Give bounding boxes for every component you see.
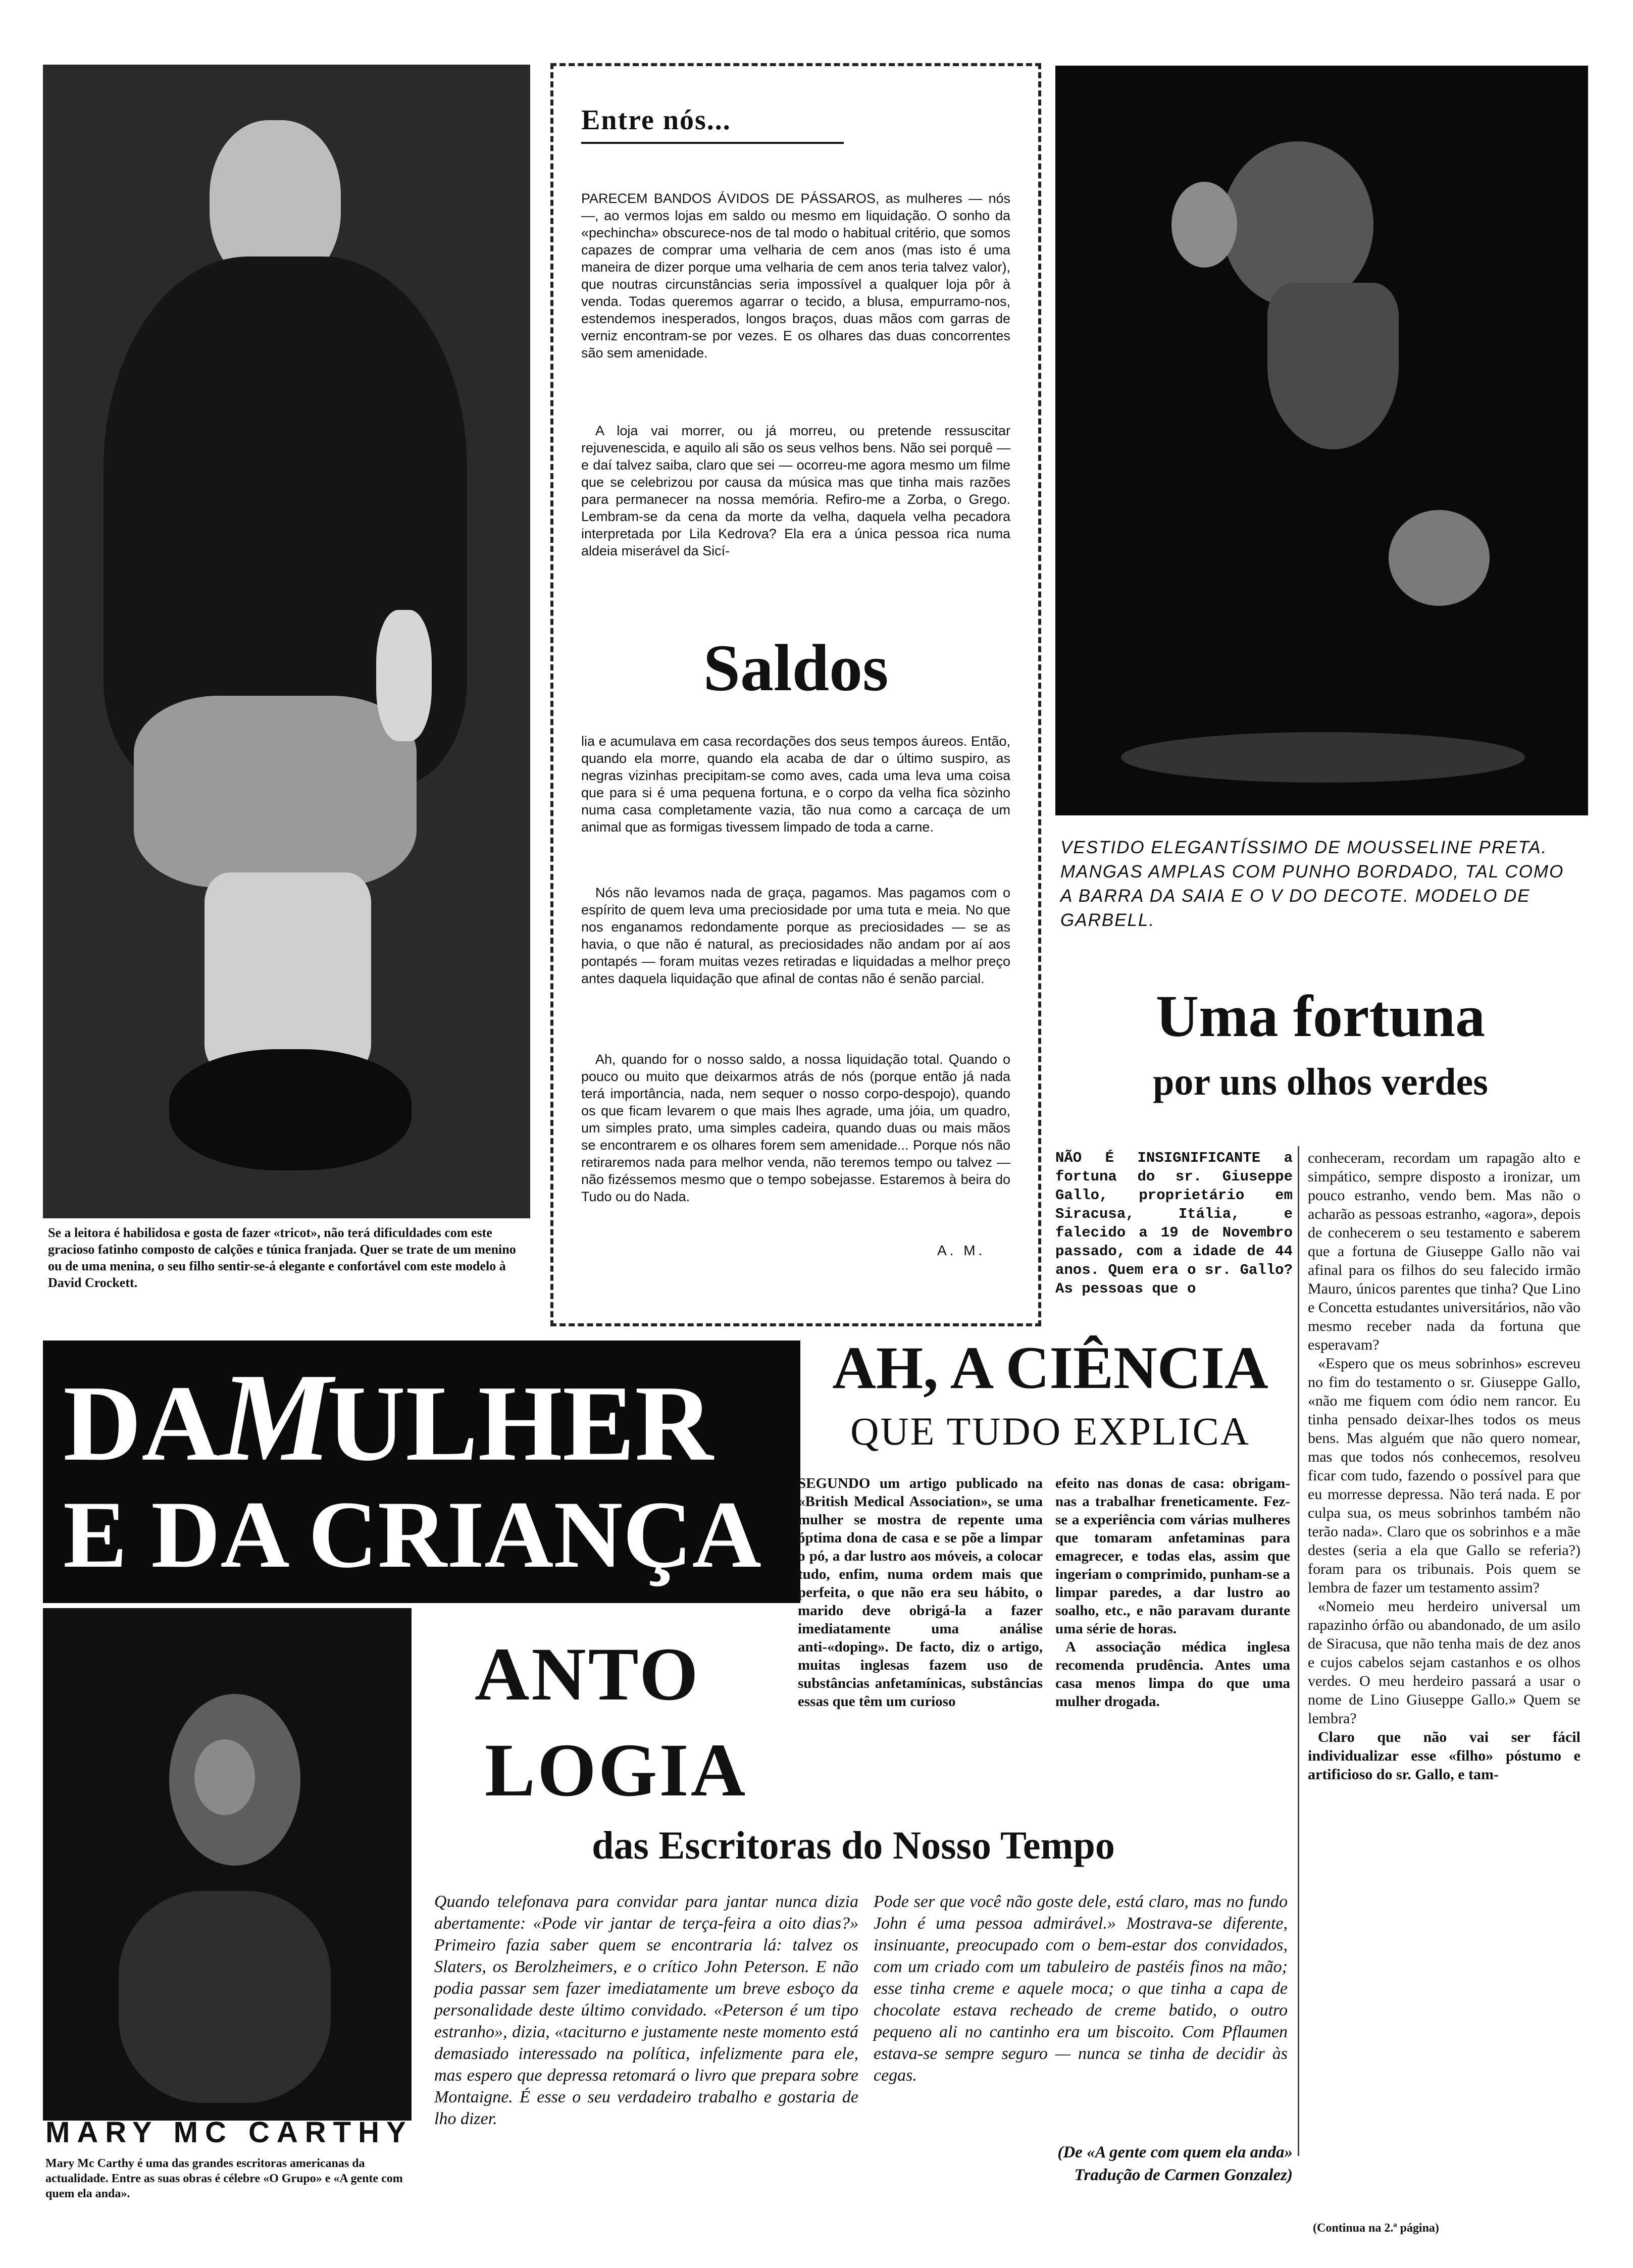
ciencia-col-1: SEGUNDO um artigo publicado na «British Medical Association», se uma mulher se mostra de repente uma óptima dona de casa e se põe a limpar o pó, a dar lustro aos móveis, a colocar tudo, enfim, numa ordem mais que perfeita, o que não era seu hábito, o marido deve obrigá-la a fazer imediatamente uma análise anti-«doping». De facto, diz o artigo, muitas inglesas fazem uso de substâncias anfetamínicas, substâncias essas que têm um curioso <box>798 1475 1043 1710</box>
ciencia-subtitle: QUE TUDO EXPLICA <box>850 1409 1250 1453</box>
antologia-col-1: Quando telefonava para convidar para jantar nunca dizia abertamente: «Pode vir jantar de terça-feira a oito dias?» Primeiro fazia saber quem se encontraria lá: talvez os Slaters, os Berolzheimers, e o crítico John Peterson. E não podia passar sem fazer imediatamente um breve esboço da personalidade deste último convidado. «Peterson é um tipo estranho», dizia, «taciturno e justamente neste momento está demasiado interessado na política, infelizmente para ele, mas espero que depressa retomará o livro que prepara sobre Montaigne. É esse o seu verdadeiro trabalho e gostaria de lho dizer. <box>434 1892 858 2128</box>
fortuna-col-2 <box>1308 1149 1580 1784</box>
masthead-da: DA <box>63 1363 220 1483</box>
saldos-para-1: PARECEM BANDOS ÁVIDOS DE PÁSSAROS, as mulheres — nós —, ao vermos lojas em saldo ou mesmo em liquidação. O sonho da «pechincha» obscurece-nos de tal modo o habitual critério, que somos capazes de comprar uma velharia de cem anos (mas isto é uma maneira de dizer porque uma velharia de cem anos teria talvez valor), que noutras circunstâncias seria impossível a qualquer loja pôr à venda. Todas queremos agarrar o tecido, a blusa, empurramo-nos, estendemos inesperados, longos braços, duas mãos com garras de verniz encontram-se por vezes. E os olhares das duas concorrentes são sem amenidade. <box>581 191 1010 360</box>
kicker-underline <box>581 142 844 144</box>
antologia-col-2: Pode ser que você não goste dele, está claro, mas no fundo John é uma pessoa admirável.» Mostrava-se diferente, insinuante, preocupado com o bem-estar dos convidados, com um criado com um tabuleiro de pastéis finos na mão; esse tinha creme e aquele moca; o que tinha a capa de chocolate estava recheado de creme batido, o outro pequeno ali no cantinho era um biscoito. Com Pflaumen estava-se sempre seguro — nunca se tinha de decidir às cegas. <box>874 1892 1288 2085</box>
photo-black-dress <box>1055 66 1588 815</box>
saldos-para-4: Nós não levamos nada de graça, pagamos. Mas pagamos com o espírito de quem leva uma preciosidade por uma tuta e meia. No que nos enganamos redondamente porque as preciosidades — se as havia, o que não é natural, as preciosidades não andam por aí aos pontapés — foram muitas vezes retiradas e liquidadas a melhor preço antes daquela liquidação que afinal de contas não é senão parcial. <box>581 885 1010 986</box>
antologia-subtitle: das Escritoras do Nosso Tempo <box>592 1823 1115 1867</box>
caption-black-dress: VESTIDO ELEGANTÍSSIMO DE MOUSSELINE PRETA. MANGAS AMPLAS COM PUNHO BORDADO, TAL COMO A BARRA DA SAIA E O V DO DECOTE. MODELO DE GARBELL. <box>1060 838 1564 930</box>
section-masthead <box>43 1341 800 1603</box>
saldos-para-5: Ah, quando for o nosso saldo, a nossa liquidação total. Quando o pouco ou muito que deixarmos atrás de nós (porque então já nada terá importância, nada, nem sequer o nosso corpo-despojo), quando os que ficam levarem o que mais lhes agrade, uma jóia, um quadro, um simples prato, uma simples cadeira, quando duas ou mais mãos se encontrarem e os olhares forem sem amenidade... Porque nós não retiraremos nada para melhor venda, não teremos tempo ou talvez — não fizéssemos mesmo que o tempo sobejasse. Estaremos à beira do Tudo ou do Nada. <box>581 1052 1010 1204</box>
mccarthy-name: MARY MC CARTHY <box>45 2116 413 2149</box>
fortuna-title: Uma fortuna <box>1155 983 1486 1049</box>
fortuna-continua: (Continua na 2.ª página) <box>1313 2222 1439 2235</box>
saldos-para-3: lia e acumulava em casa recordações dos seus tempos áureos. Então, quando ela morre, quando ela acaba de dar o último suspiro, as negras vizinhas precipitam-se como aves, cada uma leva uma coisa que para si é uma pequena fortuna, e o corpo da velha fica sòzinho numa casa completamente vazia, tão nua como a carcaça de um animal que as formigas tivessem limpado de toda a carne. <box>581 734 1010 835</box>
saldos-para-2: A loja vai morrer, ou já morreu, ou pretende ressuscitar rejuvenescida, e aquilo ali são os seus velhos bens. Não sei porquê — e daí talvez saiba, claro que sei — ocorreu-me agora mesmo um filme que se celebrizou por causa da música mas que tinha mais razões para permanecer na nossa memória. Refiro-me a Zorba, o Grego. Lembram-se da cena da morte da velha, daquela velha pecadora interpretada por Lila Kedrova? Ela era a única pessoa rica numa aldeia miserável da Sicí- <box>581 423 1010 558</box>
kicker-entre-nos: Entre nós... <box>581 105 731 136</box>
photo-mary-mccarthy <box>43 1608 412 2121</box>
fortuna-col-2-para-2: «Espero que os meus sobrinhos» escreveu no fim do testamento o sr. Giuseppe Gallo, «não me fiquem com ódio nem rancor. Eu tinha pensado deixar-lhes todos os meus bens. Mas alguém que não quero nomear, mas que todos nós conhecemos, resolveu ficar com tudo, fazendo o possível para que eu morresse depressa. Não terá nada. E por culpa sua, os meus sobrinhos também não terão nada». Claro que os sobrinhos e a mãe destes (seria a ela que Gallo se referia?) foram para os tribunais. Pois quem se lembra de fazer um testamento assim? <box>1308 1355 1580 1596</box>
photo-child-outfit <box>43 65 530 1218</box>
ciencia-col-2 <box>1055 1474 1290 1711</box>
masthead-line-1 <box>63 1348 713 1487</box>
antologia-source-2: Tradução de Carmen Gonzalez) <box>1074 2166 1293 2184</box>
masthead-ulher: ULHER <box>327 1363 713 1483</box>
caption-child-outfit: Se a leitora é habilidosa e gosta de fazer «tricot», não terá dificuldades com este gracioso fatinho composto de calções e túnica franjada. Quer se trate de um menino ou de uma menina, o seu filho sentir-se-á elegante e confortável com este modelo à David Crockett. <box>48 1225 516 1290</box>
antologia-title-2: LOGIA <box>485 1728 748 1812</box>
antologia-source-1: (De «A gente com quem ela anda» <box>1057 2143 1293 2161</box>
fortuna-subtitle: por uns olhos verdes <box>1153 1061 1488 1103</box>
ciencia-col-2-para-2: A associação médica inglesa recomenda prudência. Antes uma casa menos limpa do que uma mulher drogada. <box>1055 1639 1290 1710</box>
masthead-m-logo: M <box>220 1348 327 1487</box>
ciencia-title: AH, A CIÊNCIA <box>832 1334 1268 1401</box>
fortuna-col-2-para-3: «Nomeio meu herdeiro universal um rapazinho órfão ou abandonado, de um asilo de Siracusa, que não tenha mais de dez anos e cujos cabelos sejam castanhos e os olhos verdes. O meu herdeiro passará a usar o nome de Lino Giuseppe Gallo.» Quem se lembra? <box>1308 1598 1580 1727</box>
fortuna-col-2-para-4: Claro que não vai ser fácil individualizar esse «filho» póstumo e artificioso do sr. Gallo, e tam- <box>1308 1729 1580 1783</box>
article-saldos <box>550 63 1041 1326</box>
antologia-title-1: ANTO <box>475 1632 700 1716</box>
mccarthy-caption: Mary Mc Carthy é uma das grandes escritoras americanas da actualidade. Entre as suas obras é célebre «O Grupo» e «A gente com quem ela anda». <box>45 2157 403 2200</box>
fortuna-col-2-para-1: conheceram, recordam um rapagão alto e simpático, sempre disposto a ironizar, um pouco estranho, vendo bem. Mas não o acharão as pessoas estranho, «agora», depois de conhecerem o seu testamento e saberem que a fortuna de Giuseppe Gallo não vai afinal para os filhos do seu falecido irmão Mauro, únicos parentes que tinha? Que Lino e Concetta estudantes universitários, não vão mesmo receber nada da fortuna que esperavam? <box>1308 1150 1580 1353</box>
ciencia-col-2-para-1: efeito nas donas de casa: obrigam-nas a trabalhar freneticamente. Fez-se a experiência com várias mulheres que tomaram anfetaminas para emagrecer, e todas elas, assim que ingeriam o comprimido, punham-se a limpar paredes, a dar lustro ao soalho, etc., e não paravam durante uma série de horas. <box>1055 1475 1290 1637</box>
masthead-line-2: E DA CRIANÇA <box>63 1482 761 1588</box>
fortuna-column-rule <box>1298 1146 1299 2156</box>
saldos-title: Saldos <box>703 631 889 705</box>
saldos-signature: A. M. <box>937 1243 986 1258</box>
fortuna-col-1: NÃO É INSIGNIFICANTE a fortuna do sr. Giuseppe Gallo, proprietário em Siracusa, Itália, e falecido a 19 de Novembro passado, com a idade de 44 anos. Quem era o sr. Gallo? As pessoas que o <box>1055 1150 1293 1297</box>
